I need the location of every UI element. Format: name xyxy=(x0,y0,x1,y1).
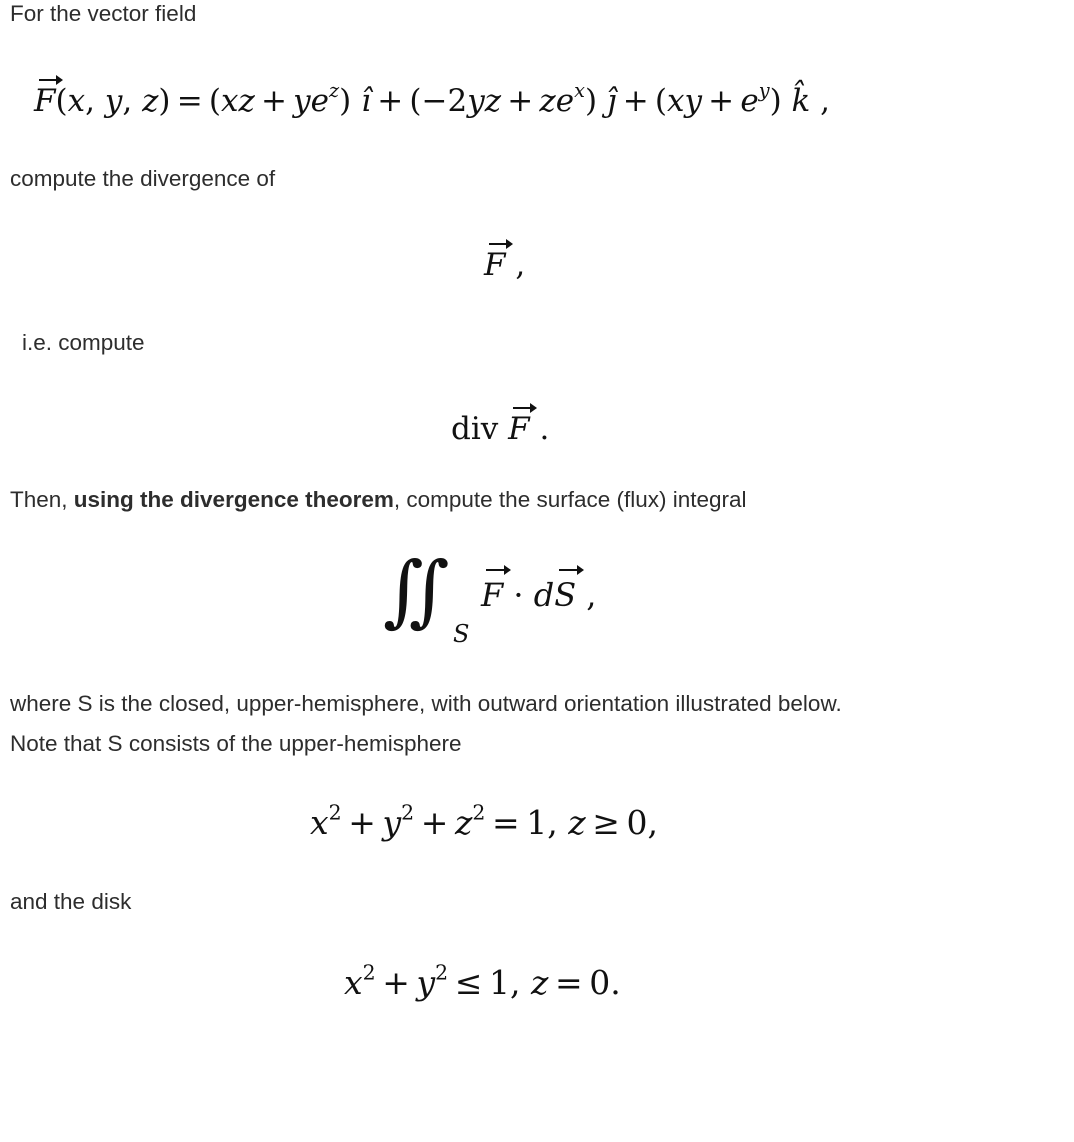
disk-equation: $x^2 + y^2 \le 1$, z = 0. xyxy=(344,960,621,1002)
intro-text-ie-compute: i.e. compute xyxy=(22,330,145,355)
text-surface-integral: , compute the surface (flux) integral xyxy=(393,487,747,512)
text-then: Then, xyxy=(10,487,74,512)
text-bold-divergence-theorem: using the divergence theorem xyxy=(73,487,394,512)
double-integral-sign: ∬ xyxy=(383,546,450,636)
vector-field-equation: F(x, y, $z) = (xz + ye^z)$ î + $(-2yz + ze^x)$ ĵ + $(xy + e^y)$ k̂ , xyxy=(34,79,831,119)
intro-text-divergence-theorem xyxy=(10,480,747,520)
div-expression: div F . xyxy=(451,411,550,447)
integrand: F · dS , xyxy=(481,576,597,614)
hemisphere-equation: $x^2 + y^2 + z^2 = 1$, z ≥ 0, xyxy=(310,800,658,842)
intro-text-where-s: where S is the closed, upper-hemisphere, with outward orientation illustrated below. xyxy=(10,691,842,716)
intro-text-note-s: Note that S consists of the upper-hemisphere xyxy=(10,731,462,756)
intro-text-compute-divergence: compute the divergence of xyxy=(10,166,276,191)
intro-text-and-disk: and the disk xyxy=(10,889,132,914)
divergence-of-expression: F , xyxy=(484,247,526,283)
integral-subscript: S xyxy=(453,620,470,648)
flux-integral-expression xyxy=(383,546,613,662)
intro-text-vector-field: For the vector field xyxy=(10,1,197,26)
